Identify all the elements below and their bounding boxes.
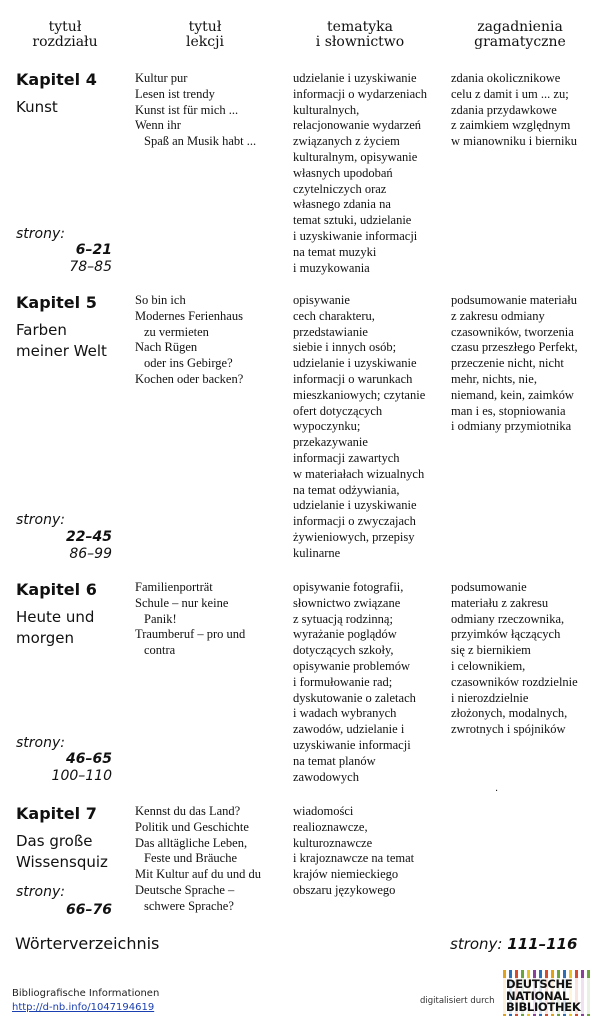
topics-line: dyskutowanie o zaletach: [293, 690, 416, 705]
bibliographic-info-link[interactable]: http://d-nb.info/1047194619: [12, 1002, 155, 1013]
topics-line: w materiałach wizualnych: [293, 466, 425, 481]
woerterverzeichnis-pages-label: strony:: [450, 935, 503, 953]
grammar-line: w mianowniku i bierniku: [451, 134, 578, 149]
topics-line: realioznawcze,: [293, 819, 368, 834]
chapter-subject-line: Kunst: [16, 98, 58, 116]
grammar-line: się z biernikiem: [451, 643, 531, 658]
lesson-title: Wenn ihr: [135, 118, 181, 133]
chapter-pages: [52, 751, 112, 785]
grammar-line: z zakresu odmiany: [451, 308, 545, 323]
lesson-title: Mit Kultur auf du und du: [135, 867, 262, 882]
topics-line: opisywanie problemów: [293, 658, 410, 673]
lesson-title: Kultur pur: [135, 71, 188, 85]
lesson-title: Modernes Ferienhaus: [135, 308, 243, 323]
header-lesson-title-line2: lekcji: [186, 34, 224, 50]
header-chapter-title-line1: tytuł: [48, 19, 82, 35]
dnb-logo-line: NATIONAL: [506, 988, 569, 1003]
topics-line: czytelniczych oraz: [293, 181, 387, 196]
topics-line: kulturalnym, opisywanie: [293, 149, 418, 164]
grammar-line: niemand, kein, zaimków: [451, 387, 574, 402]
topics-line: opisywanie fotografii,: [293, 580, 404, 594]
grammar-line: przeczenie nicht, nicht: [451, 356, 564, 371]
topics-line: własnego zdania na: [293, 197, 391, 212]
grammar-line: man i es, stopniowania: [451, 403, 566, 418]
grammar-line: zwrotnych i spójników: [451, 722, 566, 737]
topics-line: informacji o zwyczajach: [293, 514, 416, 529]
chapter-title: Kapitel 7: [16, 804, 97, 823]
lesson-list: [135, 71, 280, 150]
dnb-logo-line: BIBLIOTHEK: [506, 1000, 581, 1014]
topics-line: zawodowych: [293, 769, 359, 784]
pages-extra: 78–85: [69, 259, 112, 275]
woerterverzeichnis-pages: [450, 935, 577, 953]
topics-line: na temat planów: [293, 753, 376, 768]
lesson-list: [135, 293, 280, 388]
chapter-title: Kapitel 4: [16, 70, 97, 89]
topics-line: wypoczynku;: [293, 419, 361, 434]
header-grammar: [450, 20, 590, 50]
topics-text: [293, 580, 443, 785]
header-chapter-title-line2: rozdziału: [32, 34, 98, 50]
chapter-title: Kapitel 6: [16, 580, 97, 599]
lesson-title: oder ins Gebirge?: [144, 356, 233, 371]
grammar-line: zdania przydawkowe: [451, 102, 557, 117]
topics-line: opisywanie: [293, 293, 350, 307]
chapter-subject-line: Farben: [16, 321, 67, 339]
chapter-title: Kapitel 5: [16, 293, 97, 312]
grammar-line: i celownikiem,: [451, 658, 526, 673]
grammar-line: i odmiany przymiotnika: [451, 419, 572, 434]
chapter-subject-line: Das große: [16, 832, 93, 850]
bibliographic-info: [12, 987, 159, 1015]
topics-line: informacji zawartych: [293, 450, 400, 465]
pages-label: strony:: [16, 512, 65, 528]
pages-main: 6–21: [75, 242, 112, 258]
lesson-title: Spaß an Musik habt ...: [144, 134, 257, 149]
header-grammar-line2: gramatyczne: [474, 34, 566, 50]
topics-line: zawodów, udzielanie i: [293, 722, 405, 737]
pages-extra: 100–110: [51, 768, 112, 784]
lesson-title: Deutsche Sprache –: [135, 882, 235, 897]
topics-line: z sytuacją rodzinną;: [293, 611, 393, 626]
lesson-title: So bin ich: [135, 293, 186, 307]
topics-line: wyrażanie poglądów: [293, 627, 397, 642]
pages-label: strony:: [16, 226, 65, 242]
lesson-list: [135, 804, 280, 915]
lesson-title: zu vermieten: [144, 324, 209, 339]
topics-line: przekazywanie: [293, 435, 368, 450]
topics-line: kulturalnych,: [293, 102, 360, 117]
grammar-line: podsumowanie: [451, 580, 527, 594]
grammar-text: [451, 71, 596, 150]
header-chapter-title: [10, 20, 120, 50]
dnb-logo-text: [506, 979, 580, 1014]
grammar-line: z zaimkiem względnym: [451, 118, 571, 133]
grammar-line: przyimków łączących: [451, 627, 561, 642]
grammar-line: celu z damit i um ... zu;: [451, 86, 569, 101]
topics-line: związanych z życiem: [293, 134, 400, 149]
topics-line: informacji o warunkach: [293, 371, 413, 386]
header-grammar-line1: zagadnienia: [477, 19, 563, 35]
header-lesson-title: [140, 20, 270, 50]
grammar-line: podsumowanie materiału: [451, 293, 578, 307]
topics-line: ofert dotyczących: [293, 403, 383, 418]
chapter-subject: [16, 97, 126, 118]
topics-line: udzielanie i uzyskiwanie: [293, 356, 417, 371]
topics-line: udzielanie i uzyskiwanie: [293, 498, 417, 513]
digitized-by-label: digitalisiert durch: [420, 996, 495, 1006]
chapter-subject-line: morgen: [16, 629, 74, 647]
topics-line: na temat odżywiania,: [293, 482, 400, 497]
chapter-pages: [66, 902, 112, 919]
lesson-title: Kochen oder backen?: [135, 371, 244, 386]
topics-line: i krajoznawcze na temat: [293, 851, 415, 866]
lesson-title: Panik!: [144, 611, 177, 626]
lesson-title: Familienporträt: [135, 580, 213, 594]
lesson-title: Kunst ist für mich ...: [135, 102, 239, 117]
header-topics-line2: i słownictwo: [315, 34, 405, 50]
topics-line: relacjonowanie wydarzeń: [293, 118, 422, 133]
grammar-line: zdania okolicznikowe: [451, 71, 561, 85]
lesson-list: [135, 580, 280, 659]
topics-text: [293, 293, 443, 562]
woerterverzeichnis-pages-range: 111–116: [507, 935, 578, 953]
chapter-subject-line: Heute und: [16, 608, 95, 626]
pages-label: strony:: [16, 735, 65, 751]
chapter-subject: [16, 607, 126, 649]
topics-line: temat sztuki, udzielanie: [293, 213, 412, 228]
topics-line: przedstawianie: [293, 324, 368, 339]
grammar-line: czasowników, tworzenia: [451, 324, 574, 339]
grammar-text: [451, 293, 596, 435]
topics-line: na temat muzyki: [293, 244, 377, 259]
pages-main: 66–76: [66, 902, 112, 918]
grammar-line: materiału z zakresu: [451, 595, 549, 610]
topics-line: mieszkaniowych; czytanie: [293, 387, 426, 402]
pages-main: 22–45: [66, 529, 112, 545]
pages-extra: 86–99: [69, 546, 112, 562]
grammar-line: odmiany rzeczownika,: [451, 611, 565, 626]
lesson-title: schwere Sprache?: [144, 898, 234, 913]
header-topics-line1: tematyka: [327, 19, 393, 35]
woerterverzeichnis-title: Wörterverzeichnis: [15, 934, 160, 953]
topics-line: wiadomości: [293, 804, 354, 818]
topics-line: i formułowanie rad;: [293, 674, 393, 689]
chapter-subject: [16, 320, 126, 362]
topics-line: i muzykowania: [293, 260, 370, 275]
lesson-title: Traumberuf – pro und: [135, 627, 246, 642]
topics-text: [293, 804, 443, 899]
topics-line: kulinarne: [293, 545, 341, 560]
topics-line: żywieniowych, przepisy: [293, 529, 415, 544]
lesson-title: Feste und Bräuche: [144, 851, 238, 866]
topics-line: krajów niemieckiego: [293, 867, 399, 882]
topics-line: słownictwo związane: [293, 595, 401, 610]
topics-text: [293, 71, 443, 276]
stray-mark: ·: [495, 786, 499, 797]
topics-line: i uzyskiwanie informacji: [293, 228, 418, 243]
grammar-line: czasu przeszłego Perfekt,: [451, 340, 578, 355]
lesson-title: Nach Rügen: [135, 340, 198, 355]
lesson-title: Schule – nur keine: [135, 595, 229, 610]
lesson-title: contra: [144, 643, 176, 658]
chapter-pages: [66, 529, 112, 563]
chapter-pages: [69, 242, 112, 276]
grammar-text: [451, 580, 596, 738]
topics-line: kulturoznawcze: [293, 835, 373, 850]
topics-line: własnych upodobań: [293, 165, 393, 180]
topics-line: udzielanie i uzyskiwanie: [293, 71, 417, 85]
grammar-line: mehr, nichts, nie,: [451, 371, 537, 386]
lesson-title: Das alltägliche Leben,: [135, 835, 248, 850]
topics-line: i wadach wybranych: [293, 706, 397, 721]
chapter-subject-line: Wissensquiz: [16, 853, 108, 871]
dnb-logo: [503, 970, 591, 1016]
dnb-logo-line: DEUTSCHE: [506, 977, 573, 991]
topics-line: obszaru językowego: [293, 882, 396, 897]
lesson-title: Lesen ist trendy: [135, 86, 215, 101]
chapter-subject: [16, 831, 126, 873]
pages-main: 46–65: [66, 751, 112, 767]
lesson-title: Politik und Geschichte: [135, 819, 249, 834]
grammar-line: złożonych, modalnych,: [451, 706, 568, 721]
topics-line: cech charakteru,: [293, 308, 375, 323]
bibliographic-info-title: Bibliografische Informationen: [12, 988, 160, 999]
chapter-subject-line: meiner Welt: [16, 342, 107, 360]
pages-label: strony:: [16, 884, 65, 900]
topics-line: siebie i innych osób;: [293, 340, 397, 355]
grammar-line: i nierozdzielnie: [451, 690, 529, 705]
lesson-title: Kennst du das Land?: [135, 804, 241, 818]
header-lesson-title-line1: tytuł: [188, 19, 222, 35]
header-topics: [280, 20, 440, 50]
grammar-line: czasowników rozdzielnie: [451, 674, 578, 689]
topics-line: informacji o wydarzeniach: [293, 86, 427, 101]
topics-line: dotyczących szkoły,: [293, 643, 394, 658]
topics-line: uzyskiwanie informacji: [293, 737, 411, 752]
